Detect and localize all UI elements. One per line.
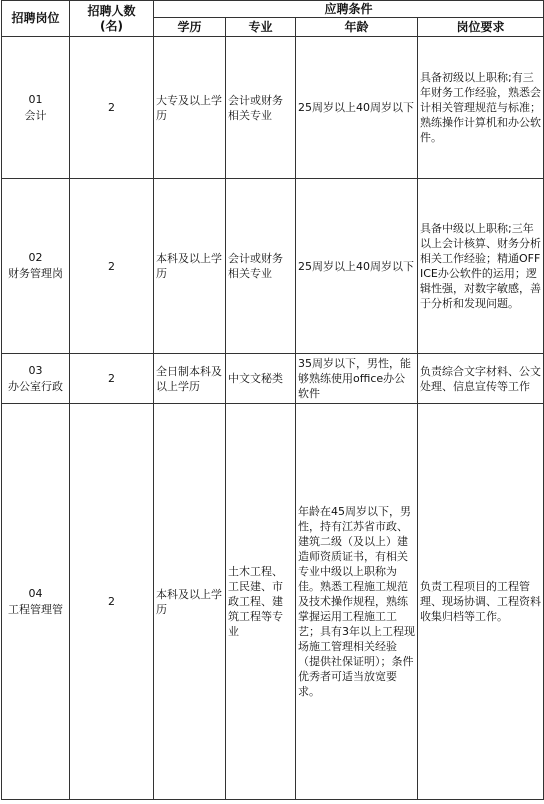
header-count-unit: (名) [100,18,123,33]
position-name: 办公室行政 [8,379,63,393]
age-cell: 35周岁以下，男性，能够熟练使用office办公软件 [296,354,418,404]
position-code: 04 [28,586,43,600]
recruitment-table [1,0,544,800]
table-row [2,179,544,354]
position-code: 02 [28,251,43,264]
position-cell [2,179,70,354]
count-cell: 2 [70,404,154,800]
header-education: 学历 [154,18,226,37]
position-cell [2,354,70,404]
header-row-1 [2,1,544,18]
header-count [70,1,154,37]
major-cell: 会计或财务相关专业 [226,179,296,354]
requirements-cell: 负责综合文字材料、公文处理、信息宣传等工作 [418,354,544,404]
requirements-cell: 具备中级以上职称;三年以上会计核算、财务分析相关工作经验；精通OFFICE办公软件的运用；逻辑性强，对数字敏感，善于分析和发现问题。 [418,179,544,354]
education-cell: 全日制本科及以上学历 [154,354,226,404]
header-position: 招聘岗位 [2,1,70,37]
table-row [2,404,544,800]
requirements-cell: 具备初级以上职称;有三年财务工作经验，熟悉会计相关管理规范与标准；熟练操作计算机和办公软件。 [418,37,544,179]
position-code: 03 [28,363,43,377]
position-name: 会计 [24,108,47,122]
age-cell: 25周岁以上40周岁以下 [296,179,418,354]
header-requirements: 岗位要求 [418,18,544,37]
position-code: 01 [28,92,43,106]
count-cell: 2 [70,179,154,354]
education-cell: 大专及以上学历 [154,37,226,179]
major-cell: 会计或财务相关专业 [226,37,296,179]
education-cell: 本科及以上学历 [154,179,226,354]
position-cell [2,404,70,800]
header-major: 专业 [226,18,296,37]
requirements-cell: 负责工程项目的工程管理、现场协调、工程资料收集归档等工作。 [418,404,544,800]
table-row [2,37,544,179]
position-name: 财务管理岗 [8,267,63,280]
count-cell: 2 [70,37,154,179]
major-cell: 中文文秘类 [226,354,296,404]
position-name: 工程管理管 [8,602,63,616]
header-count-label: 招聘人数 [87,3,136,18]
position-cell [2,37,70,179]
count-cell: 2 [70,354,154,404]
header-age: 年龄 [296,18,418,37]
age-cell: 年龄在45周岁以下，男性，持有江苏省市政、建筑二级（及以上）建造师资质证书，有相关专业中级以上职称为佳。熟悉工程施工规范及技术操作规程，熟练掌握运用工程施工工艺；具有3年以上工程现场施工管理相关经验（提供社保证明）；条件优秀者可适当放宽要求。 [296,404,418,800]
header-conditions: 应聘条件 [154,1,544,18]
table-row [2,354,544,404]
education-cell: 本科及以上学历 [154,404,226,800]
major-cell: 土木工程、工民建、市政工程、建筑工程等专业 [226,404,296,800]
age-cell: 25周岁以上40周岁以下 [296,37,418,179]
